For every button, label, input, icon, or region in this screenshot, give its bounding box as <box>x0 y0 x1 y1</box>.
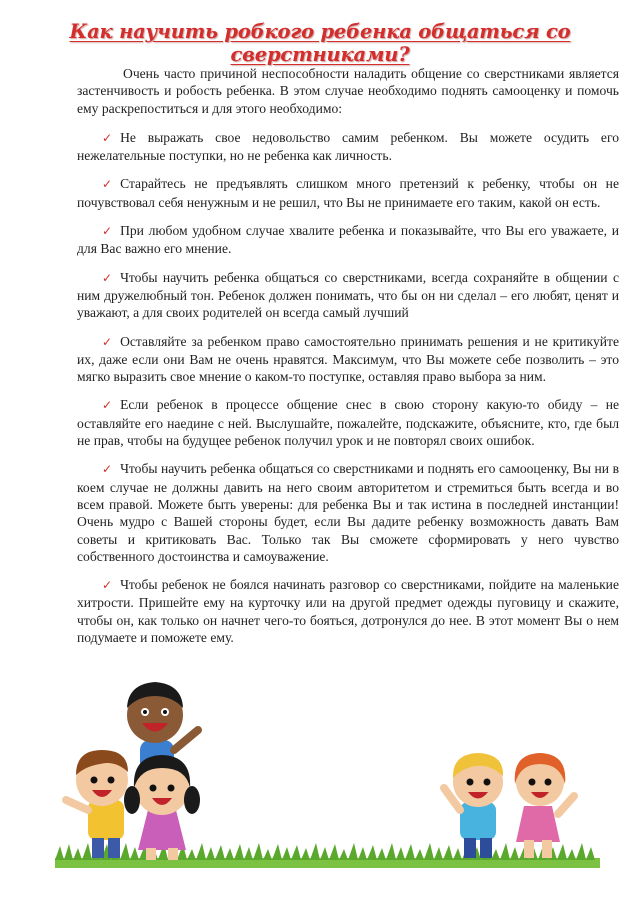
children-illustration <box>0 660 640 906</box>
tip-item <box>77 576 619 646</box>
kid-brown-hair <box>66 750 128 858</box>
tip-item <box>77 269 619 322</box>
tip-text: Не выражать свое недовольство самим ребенком. Вы можете осудить его нежелательные поступки, но не ребенка как личность. <box>77 129 619 164</box>
checkmark-icon: ✓ <box>102 130 113 145</box>
tip-text: При любом удобном случае хвалите ребенка и показывайте, что Вы его уважаете, и для Вас важно его мнение. <box>77 223 619 257</box>
tip-item <box>77 129 619 165</box>
tip-item <box>77 222 619 258</box>
kid-redhead <box>515 753 574 858</box>
checkmark-icon: ✓ <box>102 270 113 285</box>
tip-item <box>77 460 619 565</box>
page-title: Как научить робкого ребенка общаться со сверстниками? <box>69 20 571 66</box>
tip-item <box>77 396 619 449</box>
checkmark-icon: ✓ <box>102 177 113 192</box>
tip-text: Чтобы научить ребенка общаться со сверстниками и поднять его самооценку, Вы ни в коем случае не должны давить на него своим авторитетом и стремиться быть всегда и во всем правой. Можете быть уверены: для ребенка Вы и так истина в последней инстанции! Очень мудро с Вашей стороны будет, если Вы дадите ребенку возможность давать Вам советы и критиковать Вас. Только так Вы сможете сформировать у него чувство собственного достоинства и самоуважение. <box>77 461 619 564</box>
checkmark-icon: ✓ <box>102 398 113 413</box>
kid-blonde <box>444 753 503 858</box>
intro-paragraph: Очень часто причиной неспособности наладить общение со сверстниками является застенчивость и робость ребенка. В этом случае необходимо поднять самооценку и помочь ему раскрепоститься и для этого необходимо: <box>77 66 619 116</box>
grass <box>55 843 600 868</box>
tip-text: Оставляйте за ребенком право самостоятельно принимать решения и не критикуйте их, даже если они Вам не очень нравятся. Максимум, что Вы можете себе позволить – это мягко выразить свое мнение о каком-то поступке, оставляя право выбора за ним. <box>77 333 619 385</box>
checkmark-icon: ✓ <box>102 224 113 239</box>
kid-girl-pigtails <box>124 755 200 860</box>
tip-text: Старайтесь не предъявлять слишком много претензий к ребенку, чтобы он не почувствовал себя ненужным и не решил, что Вы не принимаете его таким, какой он есть. <box>77 176 619 210</box>
tip-text: Чтобы научить ребенка общаться со сверстниками, всегда сохраняйте в общении с ним дружелюбный тон. Ребенок должен понимать, что бы он ни сделал – его любят, ценят и уважают, а для своих родителей он всегда самый лучший <box>77 269 619 321</box>
tip-item <box>77 175 619 211</box>
checkmark-icon: ✓ <box>102 578 113 593</box>
tip-text: Если ребенок в процессе общение снес в свою сторону какую-то обиду – не оставляйте его наедине с ней. Выслушайте, пожалейте, подскажите, объясните, кто, где был не прав, чтобы на будущее ребенок получил урок и не повторял своих ошибок. <box>77 397 619 449</box>
tip-item <box>77 333 619 386</box>
tip-text: Чтобы ребенок не боялся начинать разговор со сверстниками, пойдите на маленькие хитрости. Пришейте ему на курточку или на другой предмет одежды пуговицу и скажите, чтобы он, как только он начнет чего-то бояться, дотронулся до нее. В этот момент Вы о нем подумаете и поможете ему. <box>77 577 619 646</box>
checkmark-icon: ✓ <box>102 462 113 477</box>
article-body <box>77 65 619 657</box>
checkmark-icon: ✓ <box>102 334 113 349</box>
